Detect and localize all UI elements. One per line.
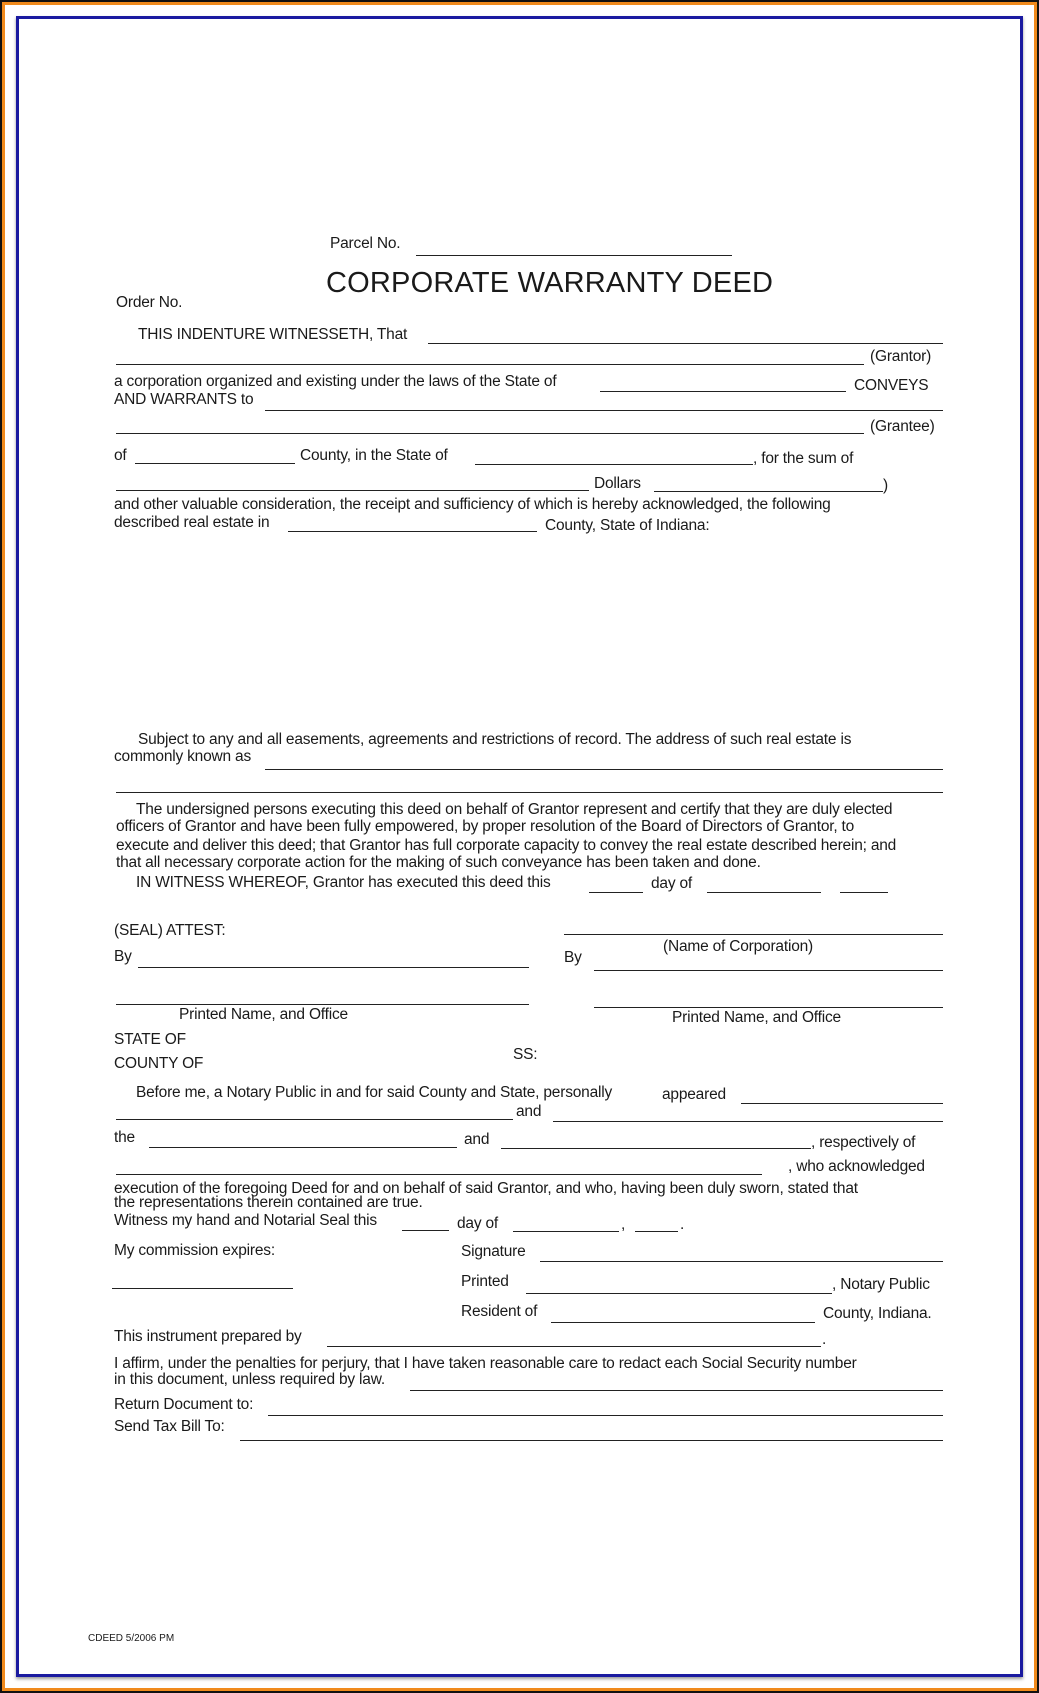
sum-text: , for the sum of xyxy=(753,450,854,467)
period-text: . xyxy=(680,1216,685,1233)
county-field[interactable] xyxy=(135,463,295,464)
by-left-label: By xyxy=(114,948,132,965)
state-of-field[interactable] xyxy=(475,464,753,465)
notary-year-field[interactable] xyxy=(635,1231,678,1232)
day-of-text: day of xyxy=(651,875,693,892)
commission-expires-field[interactable] xyxy=(112,1288,293,1289)
notary-public-text: , Notary Public xyxy=(832,1276,930,1293)
affirm-signature-field[interactable] xyxy=(410,1390,943,1391)
acknowledged-text: , who acknowledged xyxy=(788,1158,925,1175)
attest-by-field[interactable] xyxy=(138,967,529,968)
grantor-field-2[interactable] xyxy=(116,364,864,365)
representation-line: that all necessary corporate action for the making of such conveyance has been taken and done. xyxy=(116,854,761,871)
grantor-by-field[interactable] xyxy=(594,970,943,971)
affirm-text: in this document, unless required by law. xyxy=(114,1371,385,1388)
conveys-text: CONVEYS xyxy=(854,377,929,394)
grantee-field-2[interactable] xyxy=(116,433,864,434)
notary-signature-field[interactable] xyxy=(540,1261,943,1262)
consideration-text: and other valuable consideration, the receipt and sufficiency of which is hereby acknowledged, the following xyxy=(114,496,831,513)
attest-printed-name-field[interactable] xyxy=(116,1004,529,1005)
address-field-2[interactable] xyxy=(116,792,943,793)
address-field-1[interactable] xyxy=(265,769,943,770)
office-field-1[interactable] xyxy=(149,1147,457,1148)
warrants-text: AND WARRANTS to xyxy=(114,391,254,408)
office-field-2[interactable] xyxy=(501,1148,811,1149)
affirm-text: I affirm, under the penalties for perjury, that I have taken reasonable care to redact each Social Security number xyxy=(114,1355,857,1372)
indenture-text: THIS INDENTURE WITNESSETH, That xyxy=(138,326,408,343)
notary-printed-name-field[interactable] xyxy=(526,1293,832,1294)
execution-text: execution of the foregoing Deed for and on behalf of said Grantor, and who, having been duly sworn, stated that xyxy=(114,1180,858,1197)
the-text: the xyxy=(114,1129,135,1146)
before-me-text: Before me, a Notary Public in and for said County and State, personally xyxy=(136,1084,613,1101)
representation-line: officers of Grantor and have been fully empowered, by proper resolution of the Board of Directors of Grantor, to xyxy=(116,818,855,835)
of-text: of xyxy=(114,447,127,464)
representation-line: The undersigned persons executing this deed on behalf of Grantor represent and certify that they are duly elected xyxy=(136,801,893,818)
state-field[interactable] xyxy=(600,391,846,392)
comma-text: , xyxy=(621,1216,626,1233)
county-indiana-text: County, Indiana. xyxy=(823,1305,932,1322)
notary-day-of-text: day of xyxy=(457,1215,499,1232)
appeared-field-2[interactable] xyxy=(116,1119,513,1120)
printed-label: Printed xyxy=(461,1273,509,1290)
prepared-by-label: This instrument prepared by xyxy=(114,1328,302,1345)
notary-day-field[interactable] xyxy=(402,1230,449,1231)
county-state-text: County, in the State of xyxy=(300,447,448,464)
seal-attest-label: (SEAL) ATTEST: xyxy=(114,922,226,939)
notary-month-field[interactable] xyxy=(513,1231,619,1232)
and-text: and xyxy=(464,1131,490,1148)
year-field[interactable] xyxy=(840,892,888,893)
sum-words-field[interactable] xyxy=(116,490,589,491)
printed-name-left-label: Printed Name, and Office xyxy=(179,1006,348,1023)
county-of-label: COUNTY OF xyxy=(114,1055,204,1072)
paren-close: ) xyxy=(883,477,888,494)
parcel-field[interactable] xyxy=(416,255,732,256)
tax-bill-label: Send Tax Bill To: xyxy=(114,1418,225,1435)
corporation-name-field[interactable] xyxy=(564,934,943,935)
order-label: Order No. xyxy=(116,294,183,311)
state-of-label: STATE OF xyxy=(114,1031,186,1048)
printed-name-right-label: Printed Name, and Office xyxy=(672,1009,841,1026)
corporation-text: a corporation organized and existing under the laws of the State of xyxy=(114,373,557,390)
tax-bill-field[interactable] xyxy=(240,1440,943,1441)
resident-county-field[interactable] xyxy=(551,1322,815,1323)
appeared-field-3[interactable] xyxy=(553,1121,943,1122)
described-text: described real estate in xyxy=(114,514,270,531)
grantor-printed-name-field[interactable] xyxy=(594,1007,943,1008)
real-estate-county-field[interactable] xyxy=(288,531,537,532)
commission-label: My commission expires: xyxy=(114,1242,275,1259)
form-code: CDEED 5/2006 PM xyxy=(88,1633,175,1644)
witness-whereof-text: IN WITNESS WHEREOF, Grantor has executed this deed this xyxy=(136,874,551,891)
signature-label: Signature xyxy=(461,1243,526,1260)
grantor-field-1[interactable] xyxy=(428,343,943,344)
parcel-label: Parcel No. xyxy=(330,235,401,252)
grantee-label: (Grantee) xyxy=(870,418,935,435)
and-text: and xyxy=(516,1103,542,1120)
period-text: . xyxy=(822,1331,827,1348)
document-title: CORPORATE WARRANTY DEED xyxy=(326,267,774,299)
grantor-label: (Grantor) xyxy=(870,348,932,365)
name-of-corporation-label: (Name of Corporation) xyxy=(663,938,813,955)
ss-label: SS: xyxy=(513,1046,538,1063)
resident-of-label: Resident of xyxy=(461,1303,538,1320)
county-indiana-text: County, State of Indiana: xyxy=(545,517,710,534)
prepared-by-field[interactable] xyxy=(327,1346,821,1347)
dollars-text: Dollars xyxy=(594,475,641,492)
witness-hand-text: Witness my hand and Notarial Seal this xyxy=(114,1212,377,1229)
commonly-known-text: commonly known as xyxy=(114,748,252,765)
corporation-field[interactable] xyxy=(116,1174,762,1175)
grantee-field-1[interactable] xyxy=(265,410,943,411)
appeared-text: appeared xyxy=(662,1086,726,1103)
representation-line: execute and deliver this deed; that Grantor has full corporate capacity to convey the real estate described herein; and xyxy=(116,837,897,854)
respectively-text: , respectively of xyxy=(811,1134,916,1151)
month-field[interactable] xyxy=(707,892,821,893)
return-to-label: Return Document to: xyxy=(114,1396,254,1413)
representations-text: the representations therein contained are true. xyxy=(114,1194,423,1211)
return-to-field[interactable] xyxy=(268,1415,943,1416)
subject-text: Subject to any and all easements, agreements and restrictions of record. The address of such real estate is xyxy=(138,731,852,748)
appeared-field-1[interactable] xyxy=(741,1103,943,1104)
day-field[interactable] xyxy=(589,892,643,893)
sum-amount-field[interactable] xyxy=(654,491,883,492)
by-right-label: By xyxy=(564,949,582,966)
